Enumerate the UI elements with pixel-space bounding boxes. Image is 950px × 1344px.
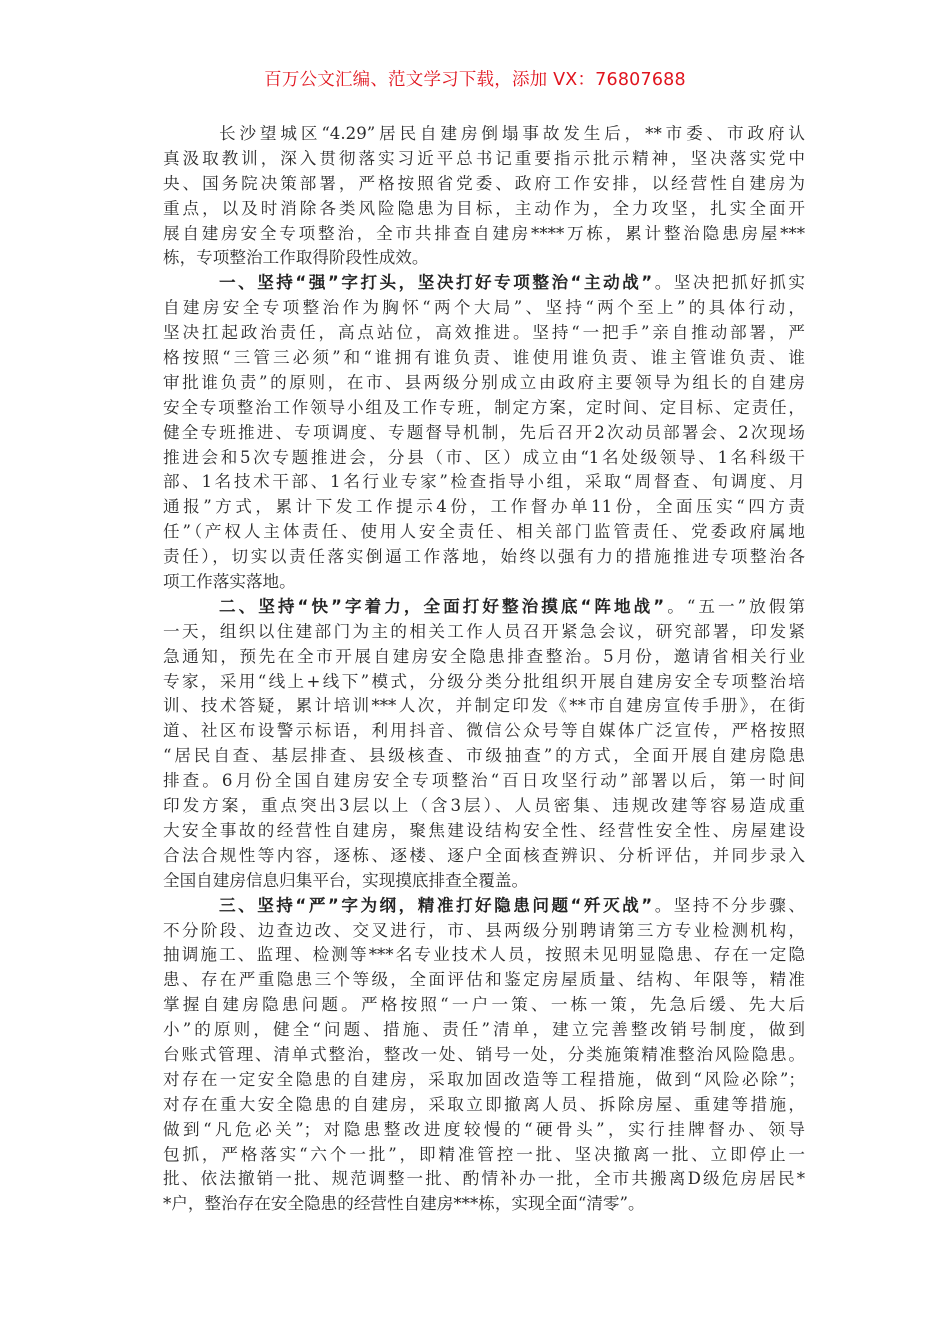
paragraph-intro [163,122,805,271]
document-body [163,122,805,1217]
text-line: 做到“凡危必关”；对隐患整改进度较慢的“硬骨头”，实行挂牌督办、领导 [163,1119,805,1139]
text-line: 对存在重大安全隐患的自建房，采取立即撤离人员、拆除房屋、重建等措施， [163,1094,805,1114]
section-first-line [163,271,805,296]
text-line: *户，整治存在安全隐患的经营性自建房***栋，实现全面“清零”。 [163,1194,645,1214]
text-line: 坚决扛起政治责任，高点站位，高效推进。坚持“一把手”亲自推动部署，严 [163,323,805,343]
text-line: 台账式管理、清单式整治，整改一处、销号一处，分类施策精准整治风险隐患。 [163,1044,805,1064]
text-line: 展自建房安全专项整治，全市共排查自建房****万栋，累计整治隐患房屋*** [163,223,805,243]
text-line: 掌握自建房隐患问题。严格按照“一户一策、一栋一策，先急后缓、先大后 [163,995,805,1015]
text-line: 长沙望城区“4.29”居民自建房倒塌事故发生后，**市委、市政府认 [219,124,805,143]
text-line: 训、技术答疑，累计培训***人次，并制定印发《**市自建房宣传手册》，在街 [163,696,805,716]
text-line: 安全专项整治工作领导小组及工作专班，制定方案，定时间、定目标、定责任， [163,397,805,417]
text-line: 患、存在严重隐患三个等级，全面评估和鉴定房屋质量、结构、年限等，精准 [163,970,805,990]
text-line: 批、依法撤销一批、规范调整一批、酌情补办一批，全市共搬离D级危房居民* [163,1169,805,1189]
text-line: 通报”方式，累计下发工作提示4份，工作督办单11份，全面压实“四方责 [163,497,805,517]
section-heading: 三、坚持“严”字为纲，精准打好隐患问题“歼灭战” [219,895,653,915]
text-line: 央、国务院决策部署，严格按照省党委、政府工作安排，以经营性自建房为 [163,173,805,193]
text-line: 任”（产权人主体责任、使用人安全责任、相关部门监管责任、党委政府属地 [163,522,805,542]
text-line: 全国自建房信息归集平台，实现摸底排查全覆盖。 [163,870,529,890]
text-run: 。“五一”放假第 [664,596,805,616]
section-heading: 二、坚持“快”字着力，全面打好整治摸底“阵地战” [219,596,665,616]
text-line: 项工作落实落地。 [163,572,296,592]
text-line: 自建房安全专项整治作为胸怀“两个大局”、坚持“两个至上”的具体行动， [163,298,805,318]
paragraph-section-2 [163,595,805,894]
text-line: “居民自查、基层排查、县级核查、市级抽查”的方式，全面开展自建房隐患 [163,746,805,766]
text-line: 推进会和5次专题推进会，分县（市、区）成立由“1名处级领导、1名科级干 [163,447,805,467]
text-line: 不分阶段、边查边改、交叉进行，市、县两级分别聘请第三方专业检测机构， [163,920,805,940]
text-line: 专家，采用“线上+线下”模式，分级分类分批组织开展自建房安全专项整治培 [163,671,805,691]
text-line: 小”的原则，健全“问题、措施、责任”清单，建立完善整改销号制度，做到 [163,1020,805,1040]
text-line: 真汲取教训，深入贯彻落实习近平总书记重要指示批示精神，坚决落实党中 [163,148,805,168]
text-line: 栋，专项整治工作取得阶段性成效。 [163,248,429,268]
text-line: 抽调施工、监理、检测等***名专业技术人员，按照未见明显隐患、存在一定隐 [163,945,805,965]
text-line: 对存在一定安全隐患的自建房，采取加固改造等工程措施，做到“风险必除”； [163,1069,805,1089]
section-heading: 一、坚持“强”字打头，坚决打好专项整治“主动战” [219,273,653,293]
text-line: 大安全事故的经营性自建房，聚焦建设结构安全性、经营性安全性、房屋建设 [163,820,805,840]
paragraph-section-3 [163,894,805,1218]
text-line: 印发方案，重点突出3层以上（含3层）、人员密集、违规改建等容易造成重 [163,796,805,816]
text-line: 审批谁负责”的原则，在市、县两级分别成立由政府主要领导为组长的自建房 [163,372,805,392]
text-line: 责任），切实以责任落实倒逼工作落地，始终以强有力的措施推进专项整治各 [163,547,805,567]
text-run: 。坚持不分步骤、 [652,895,806,915]
watermark-banner: 百万公文汇编、范文学习下载，添加 VX：76807688 [264,70,686,90]
text-line: 重点，以及时消除各类风险隐患为目标，主动作为，全力攻坚，扎实全面开 [163,198,805,218]
text-line: 排查。6月份全国自建房安全专项整治“百日攻坚行动”部署以后，第一时间 [163,771,805,791]
text-line: 道、社区布设警示标语，利用抖音、微信公众号等自媒体广泛宣传，严格按照 [163,721,805,741]
text-line: 合法合规性等内容，逐栋、逐楼、逐户全面核查辨识、分析评估，并同步录入 [163,845,805,865]
text-line: 一天，组织以住建部门为主的相关工作人员召开紧急会议，研究部署，印发紧 [163,621,805,641]
paragraph-section-1 [163,271,805,595]
text-run: 。坚决把抓好抓实 [652,273,806,293]
text-line: 部、1名技术干部、1名行业专家”检查指导小组，采取“周督查、旬调度、月 [163,472,805,492]
text-line: 包抓，严格落实“六个一批”，即精准管控一批、坚决撤离一批、立即停止一 [163,1144,805,1164]
text-line: 急通知，预先在全市开展自建房安全隐患排查整治。5月份，邀请省相关行业 [163,646,805,666]
text-line: 健全专班推进、专项调度、专题督导机制，先后召开2次动员部署会、2次现场 [163,422,805,442]
text-line: 格按照“三管三必须”和“谁拥有谁负责、谁使用谁负责、谁主管谁负责、谁 [163,348,805,368]
section-first-line [163,595,805,620]
section-first-line [163,894,805,919]
